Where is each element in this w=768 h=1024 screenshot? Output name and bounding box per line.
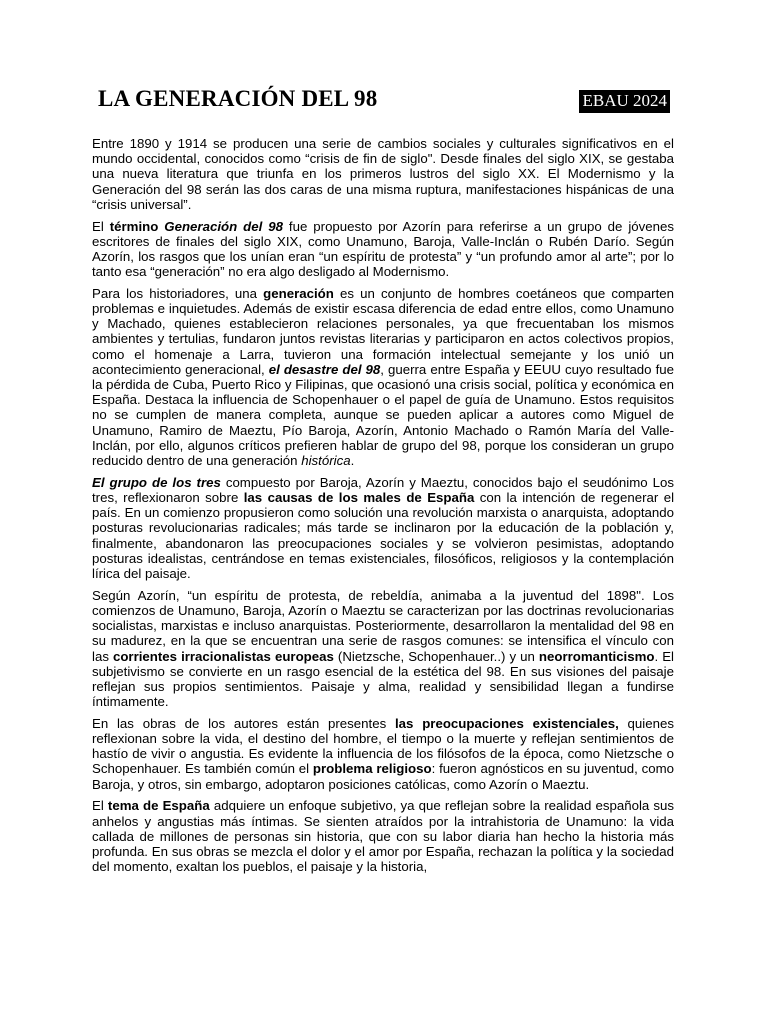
text-run: es un conjunto de hombres coetáneos que comparten problemas e inquietudes. Además de existir escasa diferencia de edad entre ellos, como Unamuno y Machado, quienes establecieron relaciones personales, ya que frecuentaban los mismos ambientes y tertulias, fundaron juntos revistas literarias y participaron en actos colectivos propios, como el homenaje a Larra, tuvieron una formación intelectual semejante y los unió un acontecimiento generacional, [92,285,674,377]
text-run: neorromanticismo [538,648,655,664]
text-run: El grupo de los tres [92,474,221,490]
text-run: (Nietzsche, Schopenhauer..) y un [333,648,539,664]
text-run: , guerra entre España y EEUU cuyo resultado fue la pérdida de Cuba, Puerto Rico y Filipinas, que ocasionó una crisis social, política y económica en España. Destaca la influencia de Schopenhauer o el papel de guía de Unamuno. Estos requisitos no se cumplen de manera completa, aunque se pueden aplicar a autores como Miguel de Unamuno, Ramiro de Maeztu, Pío Baroja, Azorín, Antonio Machado o Ramón María del Valle-Inclán, por ello, algunos críticos prefieren hablar de grupo del 98, porque los consideran un grupo reducido dentro de una generación [92,361,674,469]
text-run: histórica [301,453,351,469]
paragraph-6 [92,716,674,792]
paragraph-2 [92,219,674,280]
text-run: En las obras de los autores están presentes [92,715,395,731]
text-run: El [92,218,110,234]
text-run: el desastre del 98 [268,361,381,377]
exam-badge: EBAU 2024 [579,90,670,113]
text-run: : fueron agnósticos en su juventud, como Baroja, y otros, sin embargo, adoptaron posiciones católicas, como Azorín o Maeztu. [92,761,675,792]
text-run: compuesto por Baroja, Azorín y Maeztu, conocidos bajo el seudónimo Los tres, reflexionaron sobre [92,474,674,505]
paragraph-4 [92,475,674,581]
text-run: El [92,798,108,814]
text-run: tema de España [107,798,210,814]
text-run: . El subjetivismo se convierte en un rasgo esencial de la estética del 98. En sus visiones del paisaje reflejan sus propios sentimientos. Paisaje y alma, realidad y sensibilidad llegan a fundirse íntimamente. [92,648,674,710]
paragraph-3 [92,286,674,468]
text-run: fue propuesto por Azorín para referirse a un grupo de jóvenes escritores de finales del siglo XIX, como Unamuno, Baroja, Valle-Inclán o Rubén Darío. Según Azorín, los rasgos que los unían eran “un espíritu de protesta” y “un profundo amor al arte”; por lo tanto esa “generación” no era algo desligado al Modernismo. [92,218,674,280]
text-run: con la intención de regenerar el país. En un comienzo propusieron como solución una revolución marxista o anarquista, adoptando posturas revolucionarias radicales; más tarde se inclinaron por la educación de la población y, finalmente, abandonaron las preocupaciones sociales y se volvieron pesimistas, adoptando posturas idealistas, centrándose en temas existenciales, filosóficos, religiosos y la contemplación lírica del paisaje. [92,489,675,581]
text-run: generación [263,285,334,301]
paragraph-7 [92,798,674,874]
page-title: LA GENERACIÓN DEL 98 [98,86,378,111]
text-run: . [350,453,355,469]
text-run: corrientes irracionalistas europeas [112,648,334,664]
document-body [92,136,674,881]
text-run: las preocupaciones existenciales, [395,715,619,731]
paragraph-1 [92,136,674,212]
text-run: término [109,218,159,234]
document-header [98,86,670,120]
text-run: Según Azorín, “un espíritu de protesta, de rebeldía, animaba a la juventud del 1898". Los comienzos de Unamuno, Baroja, Azorín o Maeztu se caracterizan por las doctrinas revolucionarias socialistas, marxistas e incluso anarquistas. Posteriormente, desarrollaron la mentalidad del 98 en su madurez, en la que se encuentran una serie de rasgos comunes: se intensifica el vínculo con las [92,587,674,664]
text-run: Entre 1890 y 1914 se producen una serie de cambios sociales y culturales significativos en el mundo occidental, conocidos como “crisis de fin de siglo". Desde finales del siglo XIX, se gestaba una nueva literatura que triunfa en los primeros lustros del siglo XX. El Modernismo y la Generación del 98 serán las dos caras de una misma ruptura, manifestaciones hispánicas de una “crisis universal”. [92,136,674,212]
text-run: quienes reflexionan sobre la vida, el destino del hombre, el tiempo o la muerte y reflejan sentimientos de hastío de vivir o angustia. Es evidente la influencia de los filósofos de la época, como Nietzsche o Schopenhauer. Es también común el [92,715,674,777]
text-run: Para los historiadores, una [92,285,264,301]
paragraph-5 [92,588,674,710]
text-run: problema religioso [312,761,432,777]
text-run: adquiere un enfoque subjetivo, ya que reflejan sobre la realidad española sus anhelos y angustias más íntimas. Se sienten atraídos por la intrahistoria de Unamuno: la vida callada de millones de personas sin historia, que con su labor diaria han hecho la historia más profunda. En sus obras se mezcla el dolor y el amor por España, rechazan la política y la sociedad del momento, exaltan los pueblos, el paisaje y la historia, [92,798,675,875]
text-run: Generación del 98 [164,218,283,234]
text-run: las causas de los males de España [243,489,475,505]
